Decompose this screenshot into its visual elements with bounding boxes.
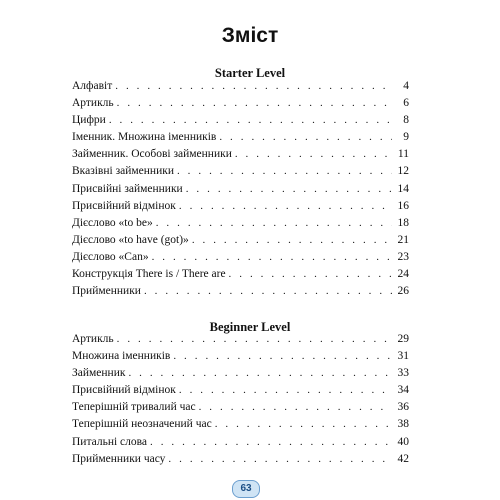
toc-entry-label: Дієслово «to have (got)» (72, 233, 189, 246)
dot-leader (109, 114, 392, 126)
dot-leader (186, 183, 392, 195)
toc-entry-page: 34 (397, 384, 409, 397)
toc-entry-label: Теперішній тривалий час (72, 401, 196, 414)
toc-entry[interactable] (72, 97, 409, 114)
toc-entry[interactable] (72, 251, 409, 268)
toc-entry-label: Дієслово «Can» (72, 250, 149, 263)
dot-leader (192, 234, 392, 246)
dot-leader (117, 333, 392, 345)
toc-entry-page: 42 (397, 452, 409, 465)
toc-entry-label: Іменник. Множина іменників (72, 131, 217, 144)
toc-entry-page: 26 (397, 285, 409, 298)
toc-entry-page: 18 (397, 216, 409, 229)
dot-leader (115, 80, 392, 92)
dot-leader (152, 251, 392, 263)
dot-leader (179, 200, 392, 212)
dot-leader (117, 97, 392, 109)
toc-entry[interactable] (72, 436, 409, 453)
dot-leader (173, 350, 392, 362)
toc-entry-page: 23 (397, 250, 409, 263)
toc-entry-label: Конструкція There is / There are (72, 268, 226, 281)
dot-leader (235, 148, 392, 160)
toc-entry-page: 16 (397, 199, 409, 212)
toc-list-starter (72, 80, 409, 302)
toc-entry-page: 21 (397, 233, 409, 246)
dot-leader (177, 165, 392, 177)
toc-entry-label: Множина іменників (72, 350, 171, 363)
toc-entry-label: Займенник (72, 367, 126, 380)
toc-entry-page: 33 (397, 367, 409, 380)
section-heading-beginner: Beginner Level (209, 320, 291, 334)
toc-entry-label: Прийменники часу (72, 452, 166, 465)
toc-list-beginner (72, 333, 409, 470)
dot-leader (179, 384, 392, 396)
page-title: Зміст (221, 24, 279, 47)
toc-entry-page: 11 (397, 148, 409, 161)
toc-entry-label: Алфавіт (72, 80, 113, 92)
toc-entry[interactable] (72, 200, 409, 217)
toc-entry-label: Займенник. Особові займенники (72, 148, 232, 161)
toc-entry[interactable] (72, 384, 409, 401)
dot-leader (144, 285, 392, 297)
dot-leader (150, 436, 392, 448)
toc-entry-label: Цифри (72, 114, 106, 127)
toc-entry[interactable] (72, 401, 409, 418)
toc-entry[interactable] (72, 453, 409, 470)
toc-entry[interactable] (72, 217, 409, 234)
toc-entry-page: 31 (397, 350, 409, 363)
dot-leader (199, 401, 392, 413)
toc-entry[interactable] (72, 333, 409, 350)
section-heading-starter: Starter Level (214, 66, 286, 80)
toc-entry-page: 4 (403, 80, 409, 92)
dot-leader (156, 217, 392, 229)
toc-entry-label: Теперішній неозначений час (72, 418, 212, 431)
toc-entry[interactable] (72, 418, 409, 435)
dot-leader (215, 418, 392, 430)
toc-entry[interactable] (72, 80, 409, 97)
toc-entry-label: Прийменники (72, 285, 141, 298)
dot-leader (229, 268, 392, 280)
toc-entry[interactable] (72, 268, 409, 285)
toc-entry-page: 29 (397, 333, 409, 345)
toc-entry-page: 9 (403, 131, 409, 144)
toc-entry-page: 6 (403, 97, 409, 110)
toc-entry[interactable] (72, 114, 409, 131)
toc-entry-page: 24 (397, 268, 409, 281)
page-number-badge: 63 (232, 480, 260, 498)
toc-entry[interactable] (72, 285, 409, 302)
toc-entry[interactable] (72, 148, 409, 165)
toc-entry-page: 14 (397, 182, 409, 195)
dot-leader (219, 131, 392, 143)
dot-leader (128, 367, 392, 379)
toc-entry-page: 38 (397, 418, 409, 431)
toc-entry-label: Дієслово «to be» (72, 216, 153, 229)
toc-entry[interactable] (72, 165, 409, 182)
toc-entry[interactable] (72, 350, 409, 367)
toc-entry-page: 40 (397, 435, 409, 448)
toc-entry-label: Питальні слова (72, 435, 148, 448)
toc-entry-page: 12 (397, 165, 409, 178)
toc-entry[interactable] (72, 234, 409, 251)
toc-entry-label: Вказівні займенники (72, 165, 174, 178)
toc-entry[interactable] (72, 367, 409, 384)
toc-entry[interactable] (72, 131, 409, 148)
toc-entry-label: Присвійний відмінок (72, 199, 176, 212)
toc-entry-label: Присвійні займенники (72, 182, 183, 195)
toc-entry-label: Присвійний відмінок (72, 384, 176, 397)
dot-leader (168, 453, 392, 465)
toc-entry[interactable] (72, 183, 409, 200)
toc-entry-page: 8 (403, 114, 409, 127)
toc-entry-label: Артикль (72, 97, 114, 110)
toc-entry-label: Артикль (72, 333, 114, 345)
toc-entry-page: 36 (397, 401, 409, 414)
